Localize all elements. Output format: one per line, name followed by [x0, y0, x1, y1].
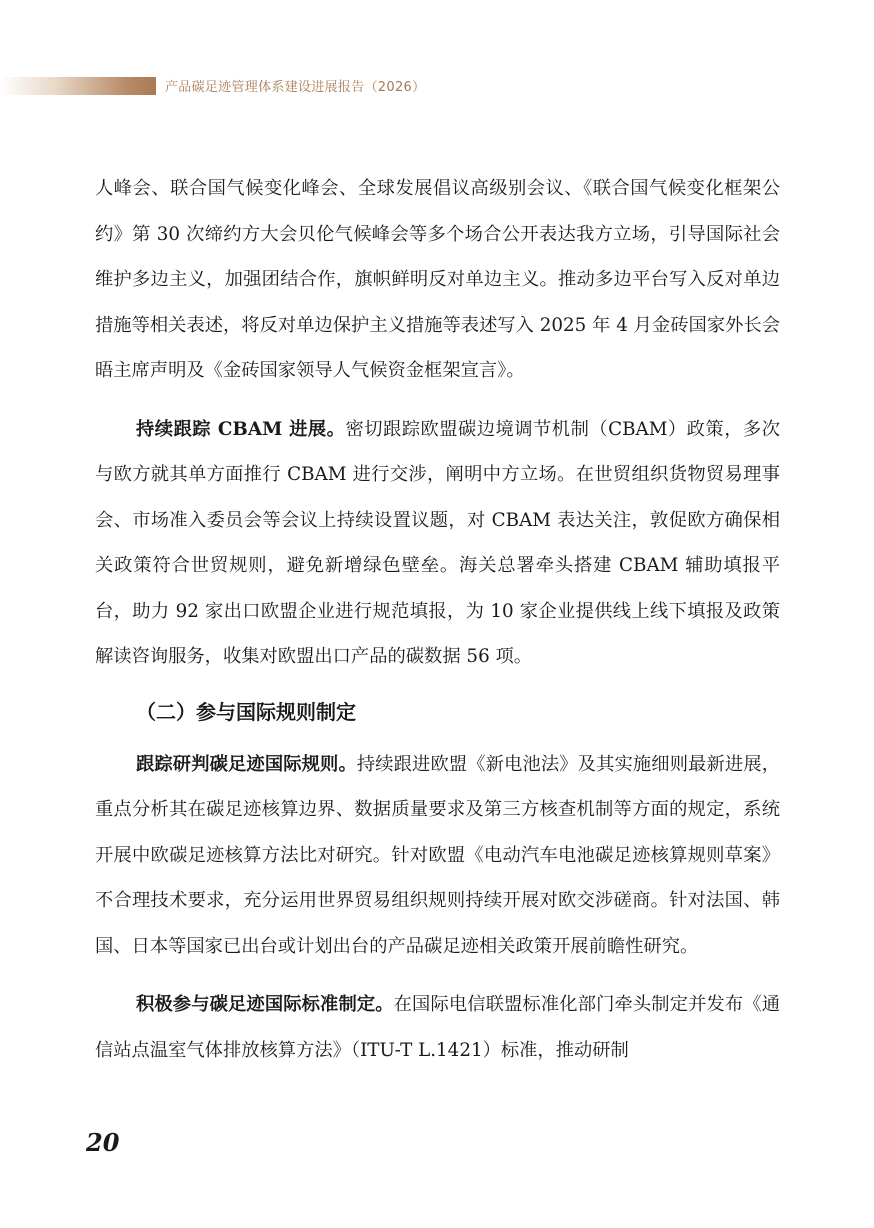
paragraph-cbam	[95, 407, 780, 680]
paragraph-text: 持续跟进欧盟《新电池法》及其实施细则最新进展，重点分析其在碳足迹核算边界、数据质量要求及第三方核查机制等方面的规定，系统开展中欧碳足迹核算方法比对研究。针对欧盟《电动汽车电池碳足迹核算规则草案》不合理技术要求，充分运用世界贸易组织规则持续开展对欧交涉磋商。针对法国、韩国、日本等国家已出台或计划出台的产品碳足迹相关政策开展前瞻性研究。	[95, 753, 781, 957]
paragraph-text: 在国际电信联盟标准化部门牵头制定并发布《通信站点温室气体排放核算方法》（ITU-T L.1421）标准，推动研制	[95, 994, 781, 1061]
paragraph-rules-tracking	[95, 742, 780, 970]
paragraph-standards	[95, 982, 780, 1073]
paragraph-continuation	[95, 166, 780, 394]
paragraph-lead: 持续跟踪 CBAM 进展。	[136, 418, 346, 440]
paragraph-text: 密切跟踪欧盟碳边境调节机制（CBAM）政策，多次与欧方就其单方面推行 CBAM 进行交涉，阐明中方立场。在世贸组织货物贸易理事会、市场准入委员会等会议上持续设置议题，对 CBAM 表达关注，敦促欧方确保相关政策符合世贸规则，避免新增绿色壁垒。海关总署牵头搭建 CBAM 辅助填报平台，助力 92 家出口欧盟企业进行规范填报，为 10 家企业提供线上线下填报及政策解读咨询服务，收集对欧盟出口产品的碳数据 56 项。	[95, 418, 780, 667]
page-number: 20	[86, 1128, 120, 1157]
paragraph-lead: 积极参与碳足迹国际标准制定。	[136, 994, 394, 1015]
paragraph-lead: 跟踪研判碳足迹国际规则。	[136, 753, 357, 775]
running-header-title: 产品碳足迹管理体系建设进展报告（2026）	[165, 80, 426, 95]
header-decoration-bar	[0, 77, 156, 95]
paragraph-text: 人峰会、联合国气候变化峰会、全球发展倡议高级别会议、《联合国气候变化框架公约》第 30 次缔约方大会贝伦气候峰会等多个场合公开表达我方立场，引导国际社会维护多边主义，加强团结合作，旗帜鲜明反对单边主义。推动多边平台写入反对单边措施等相关表述，将反对单边保护主义措施等表述写入 2025 年 4 月金砖国家外长会晤主席声明及《金砖国家领导人气候资金框架宣言》。	[95, 178, 780, 381]
page-body	[95, 166, 780, 1073]
section-heading: （二）参与国际规则制定	[136, 699, 356, 724]
